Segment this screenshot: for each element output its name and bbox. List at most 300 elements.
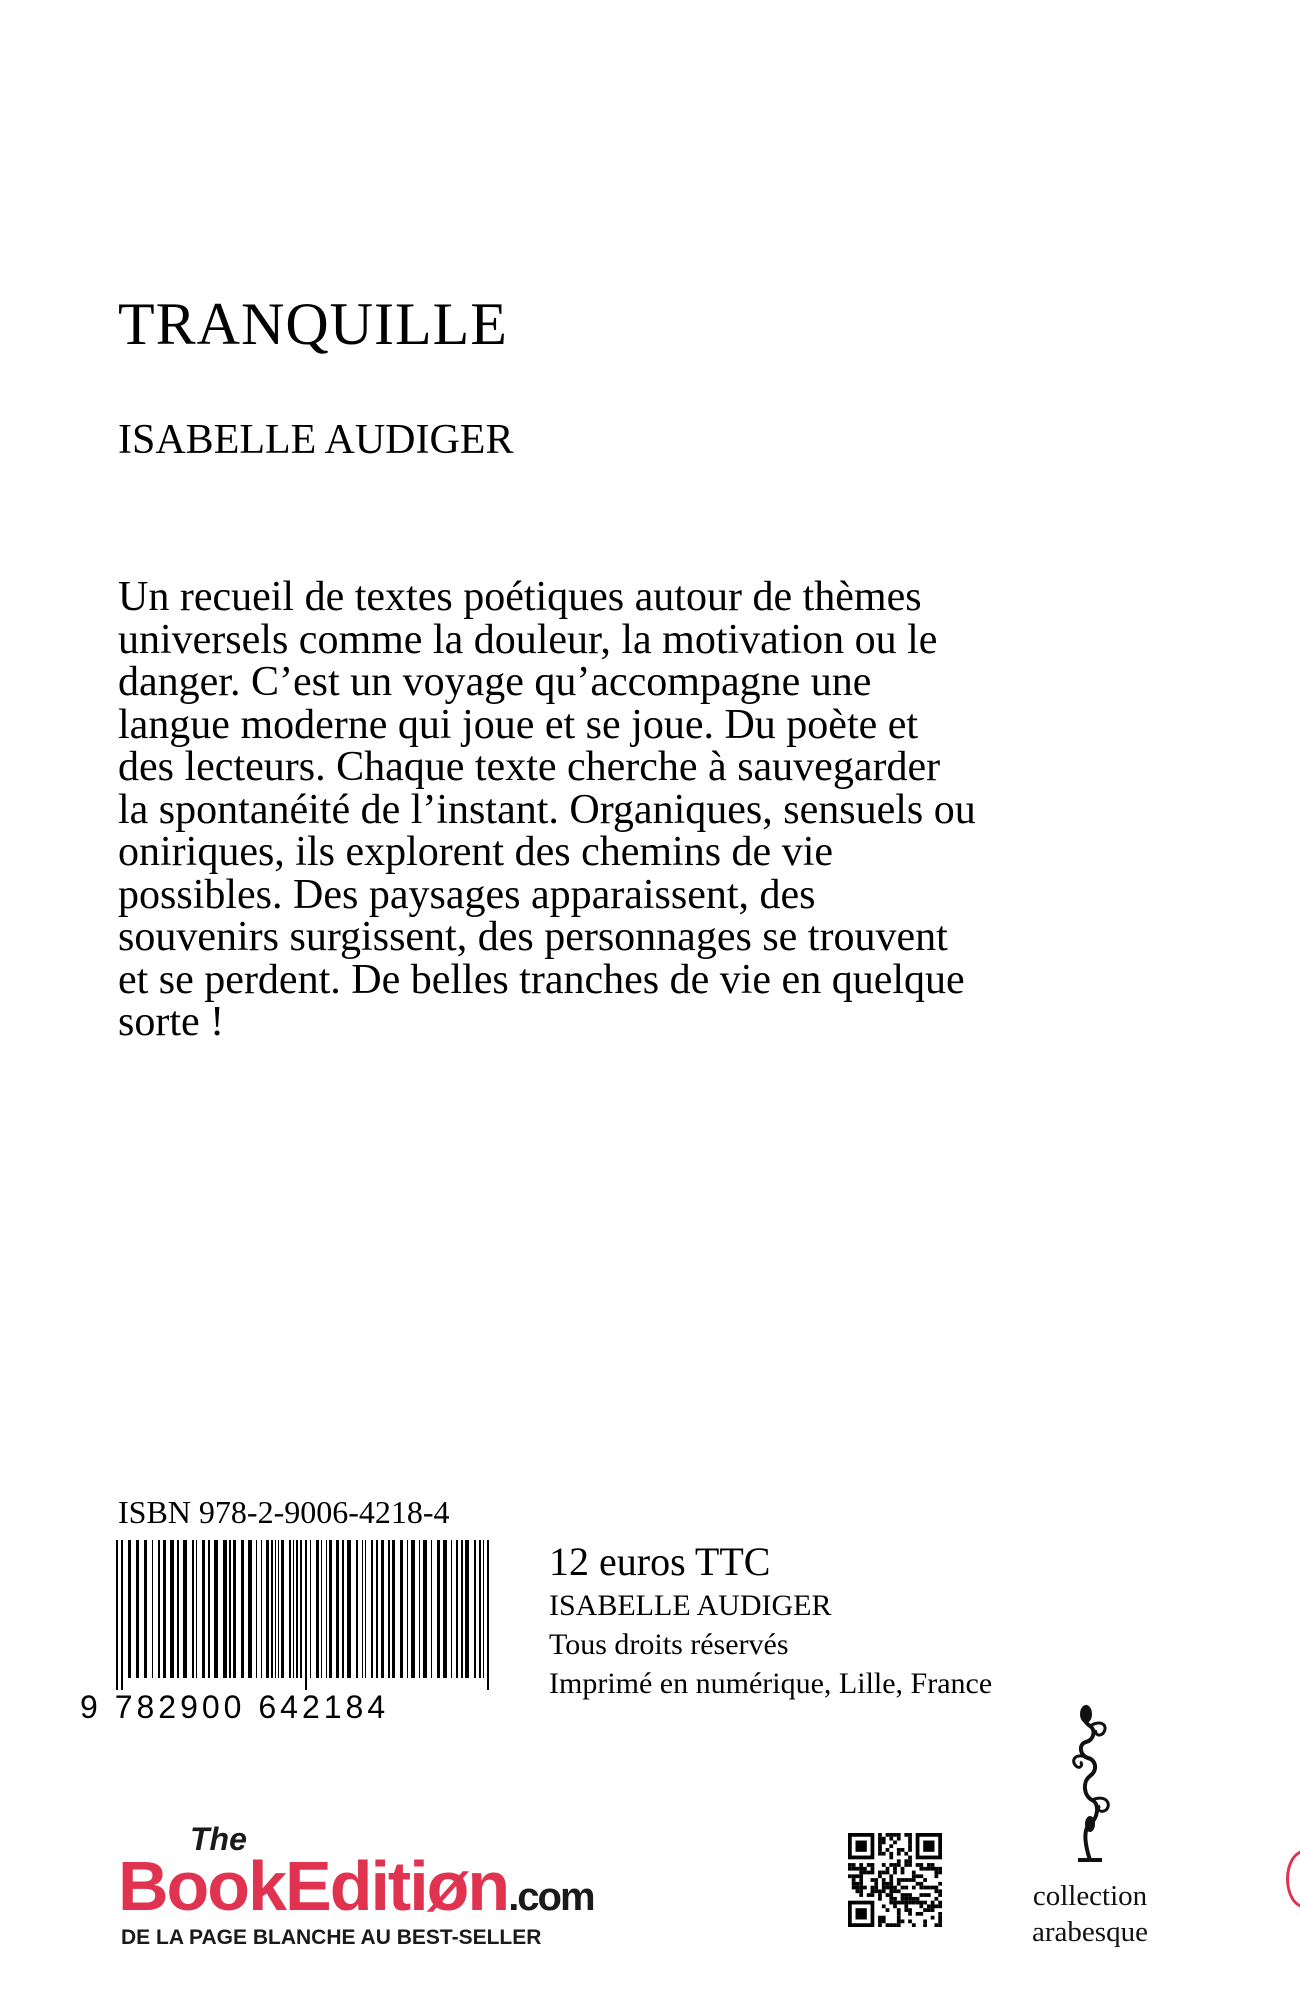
qr-module: [897, 1833, 901, 1837]
qr-module: [908, 1901, 912, 1905]
qr-module: [878, 1919, 882, 1923]
barcode-bar: [266, 1540, 269, 1678]
qr-module: [897, 1882, 901, 1886]
qr-module: [852, 1867, 856, 1871]
collection-label: [1000, 1878, 1180, 1950]
qr-module: [886, 1848, 890, 1852]
barcode-bar: [321, 1540, 322, 1678]
publisher-logo: [118, 1818, 708, 1948]
qr-module: [859, 1863, 863, 1867]
qr-module: [923, 1867, 927, 1871]
barcode-bar: [261, 1540, 262, 1678]
edge-circle-icon: [1286, 1850, 1300, 1908]
qr-module: [889, 1856, 893, 1860]
qr-module: [916, 1897, 920, 1901]
qr-module: [871, 1878, 875, 1882]
qr-module: [852, 1878, 856, 1882]
qr-module: [893, 1889, 897, 1893]
qr-module: [886, 1833, 890, 1837]
qr-module: [897, 1848, 901, 1852]
qr-module: [871, 1871, 875, 1875]
barcode-bar: [411, 1540, 415, 1678]
qr-module: [848, 1867, 852, 1871]
qr-module: [908, 1833, 912, 1837]
qr-module: [878, 1841, 882, 1845]
barcode-bar: [400, 1540, 403, 1678]
qr-module: [912, 1874, 916, 1878]
qr-module: [859, 1889, 863, 1893]
qr-module: [871, 1886, 875, 1890]
qr-module: [919, 1867, 923, 1871]
qr-module: [882, 1916, 886, 1920]
qr-module: [934, 1871, 938, 1875]
qr-module: [893, 1923, 897, 1927]
qr-module: [859, 1878, 863, 1882]
qr-module: [889, 1863, 893, 1867]
qr-module: [882, 1904, 886, 1908]
qr-module: [904, 1833, 908, 1837]
barcode-bar: [423, 1540, 427, 1678]
barcode-bar: [128, 1540, 131, 1678]
qr-module: [904, 1859, 908, 1863]
back-cover-blurb: Un recueil de textes poétiques autour de thèmes universels comme la douleur, la motivation ou le danger. C’est un voyage qu’accompagne une langue moderne qui joue et se joue. Du poète et des lecteurs. Chaque texte cherche à sauvegarder la spontanéité de l’instant. Organiques, sensuels ou oniriques, ils explorent des chemins de vie possibles. Des paysages apparaissent, des souvenirs surgissent, des personnages se trouvent et se perdent. De belles tranches de vie en quelque sorte !: [118, 574, 976, 1045]
qr-module: [878, 1893, 882, 1897]
qr-module: [867, 1863, 871, 1867]
qr-module: [886, 1882, 890, 1886]
qr-module: [904, 1897, 908, 1901]
qr-module: [852, 1882, 856, 1886]
qr-module: [874, 1878, 878, 1882]
barcode-bar: [437, 1540, 440, 1678]
qr-module: [859, 1893, 863, 1897]
qr-module: [856, 1874, 860, 1878]
barcode-bar: [392, 1540, 395, 1678]
qr-module: [874, 1889, 878, 1893]
qr-module: [871, 1889, 875, 1893]
qr-module: [889, 1901, 893, 1905]
qr-module: [889, 1893, 893, 1897]
qr-module: [916, 1912, 920, 1916]
qr-module: [908, 1841, 912, 1845]
qr-module: [889, 1874, 893, 1878]
qr-module: [912, 1871, 916, 1875]
qr-module: [923, 1878, 927, 1882]
barcode-bar: [356, 1540, 358, 1678]
qr-module: [889, 1833, 893, 1837]
qr-module: [897, 1859, 901, 1863]
qr-module: [901, 1886, 905, 1890]
qr-module: [897, 1919, 901, 1923]
barcode-bar: [170, 1540, 174, 1678]
qr-module: [934, 1923, 938, 1927]
barcode-bar: [158, 1540, 160, 1678]
qr-module: [919, 1882, 923, 1886]
qr-module: [886, 1893, 890, 1897]
qr-module: [897, 1908, 901, 1912]
qr-module: [916, 1882, 920, 1886]
barcode-bar: [316, 1540, 319, 1678]
qr-module: [919, 1886, 923, 1890]
qr-module: [908, 1837, 912, 1841]
qr-module: [927, 1908, 931, 1912]
qr-module: [904, 1908, 908, 1912]
qr-module: [923, 1841, 934, 1852]
qr-module: [886, 1867, 890, 1871]
qr-module: [908, 1908, 912, 1912]
qr-module: [889, 1852, 893, 1856]
barcode-bar: [381, 1540, 384, 1678]
logo-o-icon: ø: [426, 1847, 468, 1925]
qr-module: [859, 1874, 863, 1878]
qr-module: [931, 1867, 935, 1871]
barcode-bar: [347, 1540, 351, 1678]
barcode-bar: [305, 1540, 307, 1690]
logo-suffix: .com: [508, 1875, 594, 1919]
qr-module: [871, 1863, 875, 1867]
qr-module: [934, 1897, 938, 1901]
qr-module: [904, 1893, 908, 1897]
qr-module: [878, 1852, 882, 1856]
qr-module: [882, 1919, 886, 1923]
qr-module: [901, 1848, 905, 1852]
barcode-bar: [223, 1540, 227, 1678]
barcode-bar: [281, 1540, 284, 1678]
qr-module: [908, 1893, 912, 1897]
qr-module: [859, 1867, 863, 1871]
qr-module: [901, 1919, 905, 1923]
qr-module: [882, 1837, 886, 1841]
qr-module: [923, 1919, 927, 1923]
qr-module: [852, 1863, 856, 1867]
qr-module: [938, 1923, 942, 1927]
qr-module: [904, 1852, 908, 1856]
qr-module: [912, 1901, 916, 1905]
qr-module: [893, 1833, 897, 1837]
barcode-bar: [202, 1540, 205, 1678]
qr-module: [897, 1837, 901, 1841]
qr-module: [901, 1897, 905, 1901]
qr-module: [923, 1923, 927, 1927]
barcode-bar: [456, 1540, 458, 1678]
qr-module: [912, 1923, 916, 1927]
qr-module: [938, 1871, 942, 1875]
print-location: Imprimé en numérique, Lille, France: [549, 1667, 993, 1700]
qr-module: [901, 1878, 905, 1882]
barcode-bar: [407, 1540, 408, 1678]
barcode-bar: [121, 1540, 123, 1690]
qr-module: [938, 1889, 942, 1893]
qr-module: [867, 1871, 871, 1875]
barcode-bar: [487, 1540, 489, 1690]
logo-name-a: BookEditi: [118, 1847, 427, 1925]
qr-module: [889, 1882, 893, 1886]
barcode-bar: [275, 1540, 276, 1678]
book-title: TRANQUILLE: [118, 291, 508, 357]
qr-module: [886, 1908, 890, 1912]
qr-module: [938, 1882, 942, 1886]
qr-code-icon: [848, 1833, 942, 1927]
qr-module: [923, 1908, 927, 1912]
qr-module: [856, 1889, 860, 1893]
qr-module: [889, 1889, 893, 1893]
qr-module: [878, 1874, 882, 1878]
qr-module: [908, 1859, 912, 1863]
qr-module: [901, 1901, 905, 1905]
qr-module: [852, 1874, 856, 1878]
qr-module: [893, 1871, 897, 1875]
qr-module: [897, 1916, 901, 1920]
qr-module: [882, 1841, 886, 1845]
logo-the: The: [190, 1821, 247, 1857]
barcode-bar: [376, 1540, 378, 1678]
imprint-author: ISABELLE AUDIGER: [549, 1589, 832, 1622]
barcode-bar: [278, 1540, 279, 1678]
barcode-bar: [289, 1540, 291, 1678]
qr-module: [931, 1908, 935, 1912]
barcode-bar: [310, 1540, 311, 1678]
qr-module: [934, 1889, 938, 1893]
barcode-bar: [192, 1540, 194, 1678]
qr-module: [863, 1871, 867, 1875]
barcode-bar: [451, 1540, 452, 1678]
qr-module: [901, 1867, 905, 1871]
logo-tagline: DE LA PAGE BLANCHE AU BEST-SELLER: [121, 1926, 542, 1948]
qr-module: [889, 1897, 893, 1901]
qr-module: [856, 1841, 867, 1852]
qr-module: [874, 1886, 878, 1890]
qr-module: [856, 1886, 860, 1890]
qr-module: [856, 1908, 867, 1919]
qr-module: [893, 1863, 897, 1867]
qr-module: [856, 1882, 860, 1886]
qr-module: [878, 1923, 882, 1927]
qr-module: [934, 1874, 938, 1878]
qr-module: [882, 1878, 886, 1882]
qr-module: [889, 1837, 893, 1841]
qr-module: [893, 1886, 897, 1890]
qr-module: [871, 1893, 875, 1897]
rights-notice: Tous droits réservés: [549, 1628, 789, 1661]
barcode-bar: [371, 1540, 373, 1678]
svg-text:BookEditiøn.com: [118, 1847, 594, 1925]
qr-module: [901, 1893, 905, 1897]
barcode-bar: [196, 1540, 197, 1678]
barcode-bar: [329, 1540, 332, 1678]
qr-module: [897, 1852, 901, 1856]
qr-module: [938, 1867, 942, 1871]
qr-module: [923, 1886, 927, 1890]
qr-module: [878, 1833, 882, 1837]
barcode-bar: [229, 1540, 231, 1678]
qr-module: [938, 1904, 942, 1908]
qr-module: [908, 1856, 912, 1860]
qr-module: [923, 1893, 927, 1897]
qr-module: [852, 1886, 856, 1890]
barcode-bar: [248, 1540, 252, 1678]
qr-module: [927, 1886, 931, 1890]
qr-module: [893, 1841, 897, 1845]
qr-module: [931, 1904, 935, 1908]
qr-module: [904, 1878, 908, 1882]
qr-module: [904, 1904, 908, 1908]
barcode-bar: [163, 1540, 166, 1678]
qr-module: [859, 1871, 863, 1875]
qr-module: [893, 1904, 897, 1908]
barcode-bar: [152, 1540, 153, 1678]
barcode-bar: [362, 1540, 363, 1678]
qr-module: [904, 1863, 908, 1867]
qr-module: [848, 1863, 852, 1867]
price: 12 euros TTC: [549, 1539, 771, 1584]
qr-module: [878, 1844, 882, 1848]
qr-module: [938, 1893, 942, 1897]
barcode-bar: [214, 1540, 218, 1678]
qr-module: [878, 1871, 882, 1875]
qr-module: [863, 1886, 867, 1890]
qr-module: [919, 1893, 923, 1897]
qr-module: [893, 1897, 897, 1901]
qr-module: [938, 1919, 942, 1923]
qr-module: [919, 1912, 923, 1916]
qr-module: [916, 1863, 920, 1867]
qr-module: [859, 1886, 863, 1890]
qr-module: [878, 1837, 882, 1841]
qr-module: [912, 1878, 916, 1882]
qr-module: [904, 1901, 908, 1905]
qr-module: [871, 1867, 875, 1871]
barcode-bar: [474, 1540, 476, 1678]
qr-module: [927, 1863, 931, 1867]
barcode-bar: [388, 1540, 390, 1678]
barcode-bar: [136, 1540, 139, 1678]
qr-module: [927, 1893, 931, 1897]
qr-module: [908, 1897, 912, 1901]
barcode-bar: [443, 1540, 447, 1678]
qr-module: [908, 1848, 912, 1852]
barcode-bar: [300, 1540, 302, 1678]
qr-module: [934, 1904, 938, 1908]
barcode-bar: [296, 1540, 298, 1678]
qr-module: [867, 1893, 871, 1897]
qr-module: [904, 1886, 908, 1890]
qr-module: [882, 1889, 886, 1893]
qr-module: [901, 1871, 905, 1875]
barcode: [116, 1540, 492, 1690]
qr-module: [931, 1886, 935, 1890]
barcode-digits: 9 782900 642184: [80, 1689, 390, 1725]
barcode-bar: [461, 1540, 463, 1678]
qr-module: [934, 1886, 938, 1890]
qr-module: [874, 1882, 878, 1886]
barcode-bar: [241, 1540, 244, 1678]
qr-module: [882, 1882, 886, 1886]
qr-module: [886, 1871, 890, 1875]
qr-module: [886, 1923, 890, 1927]
qr-module: [908, 1912, 912, 1916]
qr-module: [916, 1874, 920, 1878]
barcode-bar: [479, 1540, 481, 1678]
qr-module: [882, 1886, 886, 1890]
barcode-bar: [326, 1540, 327, 1678]
qr-module: [919, 1874, 923, 1878]
qr-module: [878, 1897, 882, 1901]
barcode-bar: [208, 1540, 210, 1678]
arabesque-ornament-icon: [1050, 1700, 1130, 1870]
barcode-bar: [293, 1540, 294, 1678]
qr-module: [859, 1882, 863, 1886]
qr-module: [931, 1916, 935, 1920]
book-author: ISABELLE AUDIGER: [118, 417, 514, 463]
qr-module: [931, 1901, 935, 1905]
barcode-bar: [336, 1540, 339, 1678]
barcode-bar: [342, 1540, 344, 1678]
qr-module: [897, 1889, 901, 1893]
qr-module: [889, 1844, 893, 1848]
barcode-bar: [483, 1540, 484, 1678]
qr-module: [908, 1863, 912, 1867]
barcode-bar: [419, 1540, 420, 1678]
qr-module: [897, 1923, 901, 1927]
qr-module: [919, 1904, 923, 1908]
qr-module: [889, 1923, 893, 1927]
qr-module: [908, 1919, 912, 1923]
qr-module: [878, 1889, 882, 1893]
qr-module: [897, 1863, 901, 1867]
qr-module: [927, 1904, 931, 1908]
barcode-bar: [256, 1540, 257, 1678]
qr-module: [897, 1912, 901, 1916]
qr-module: [938, 1916, 942, 1920]
qr-module: [897, 1901, 901, 1905]
isbn-label: ISBN 978-2-9006-4218-4: [118, 1494, 450, 1530]
barcode-bar: [233, 1540, 236, 1678]
qr-module: [927, 1867, 931, 1871]
qr-module: [878, 1848, 882, 1852]
barcode-bar: [177, 1540, 179, 1678]
qr-module: [889, 1886, 893, 1890]
qr-module: [882, 1852, 886, 1856]
barcode-bar: [465, 1540, 469, 1678]
imprint-block: [549, 1538, 992, 1703]
barcode-bar: [271, 1540, 273, 1678]
qr-module: [882, 1863, 886, 1867]
qr-module: [938, 1912, 942, 1916]
qr-module: [886, 1886, 890, 1890]
qr-module: [878, 1916, 882, 1920]
barcode-bar: [365, 1540, 366, 1678]
barcode-bar: [116, 1540, 118, 1690]
qr-module: [848, 1874, 852, 1878]
qr-module: [856, 1867, 860, 1871]
barcode-bar: [431, 1540, 432, 1678]
barcode-bar: [144, 1540, 147, 1678]
barcode-bar: [183, 1540, 187, 1678]
qr-module: [882, 1871, 886, 1875]
qr-module: [912, 1886, 916, 1890]
qr-module: [934, 1867, 938, 1871]
logo-name-b: n: [467, 1847, 509, 1925]
qr-module: [908, 1844, 912, 1848]
qr-module: [919, 1901, 923, 1905]
qr-module: [938, 1901, 942, 1905]
qr-module: [931, 1863, 935, 1867]
collection-line-1: collection: [1032, 1880, 1148, 1912]
qr-module: [889, 1878, 893, 1882]
collection-line-2: arabesque: [1032, 1916, 1148, 1948]
qr-module: [919, 1863, 923, 1867]
qr-module: [912, 1897, 916, 1901]
qr-module: [897, 1878, 901, 1882]
